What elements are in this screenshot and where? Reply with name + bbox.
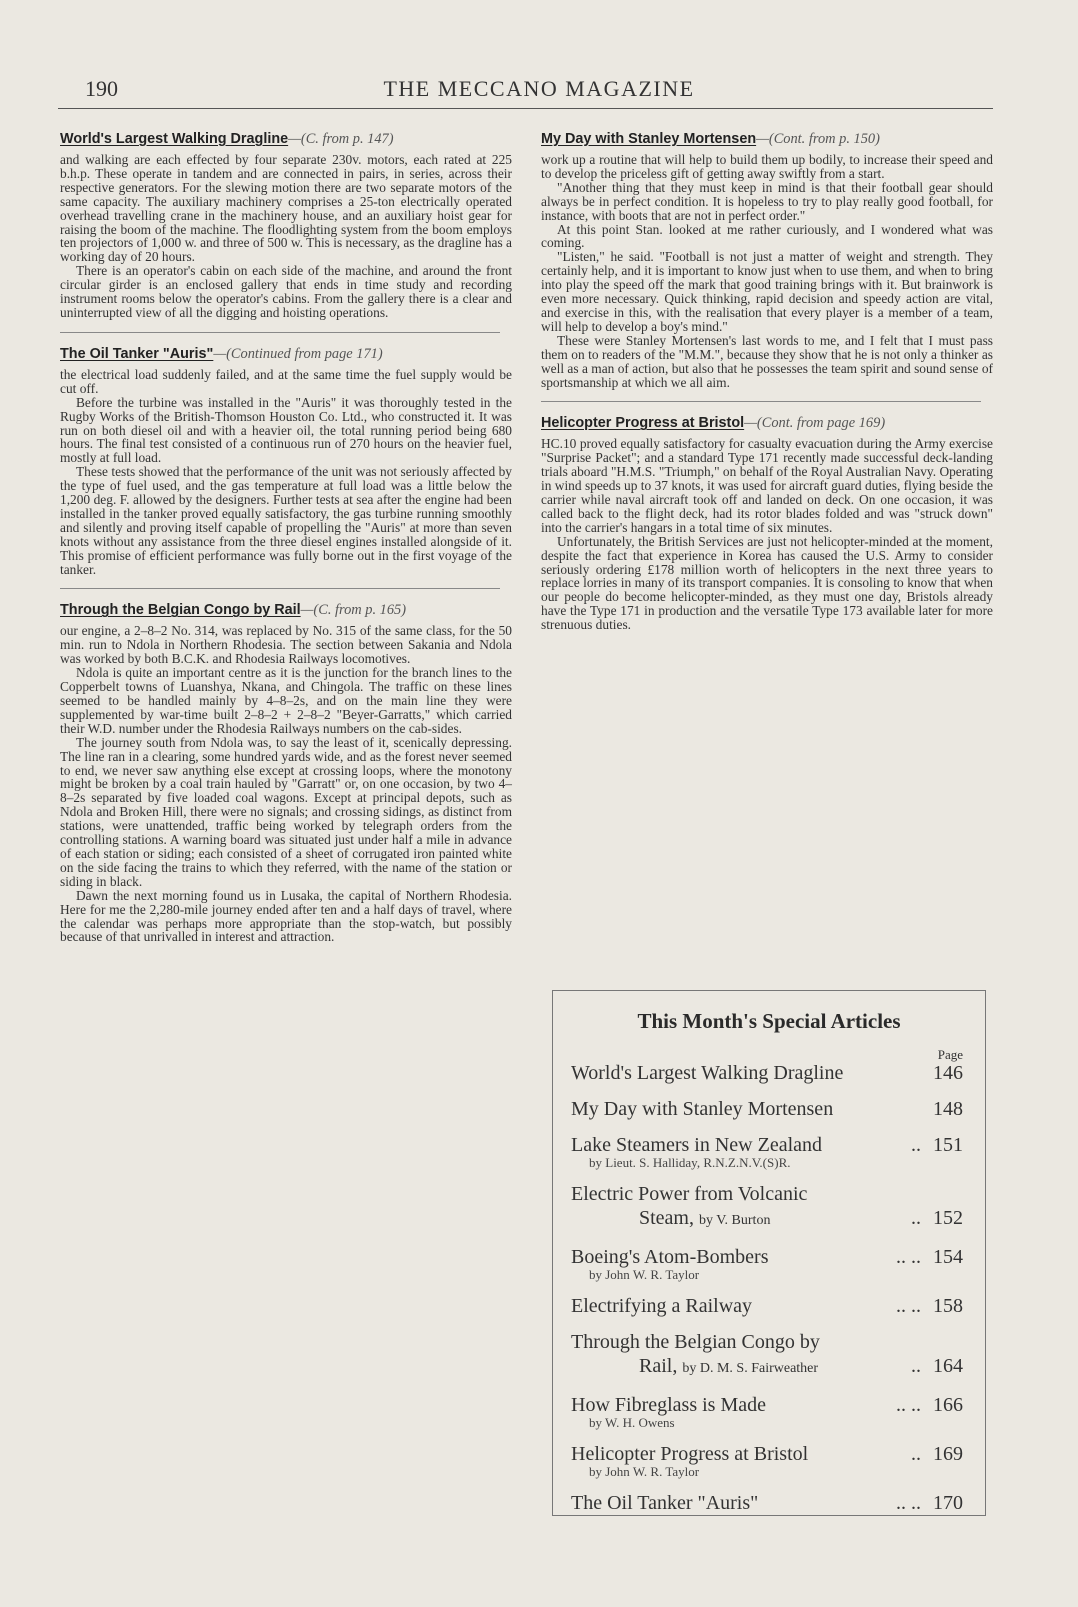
contents-item[interactable]: Electric Power from Volcanic Steam, by V. Burton .. 152 bbox=[571, 1183, 963, 1229]
contents-item[interactable]: Lake Steamers in New Zealand .. 151 by Lieut. S. Halliday, R.N.Z.N.V.(S)R. bbox=[571, 1134, 963, 1170]
article-title: World's Largest Walking Dragline bbox=[60, 131, 289, 147]
article-title: Through the Belgian Congo by Rail bbox=[60, 602, 301, 619]
contents-page: 158 bbox=[933, 1295, 963, 1317]
paragraph: Before the turbine was installed in the "Auris" it was thoroughly tested in the Rugby Works of the British-Thomson Houston Co. Ltd., who constructed it. It was run on both diesel oil and with a heavier oil, the total running period being 680 hours. The final test consisted of a continuous run of 270 hours on the heavier fuel, mostly at full load. bbox=[60, 394, 512, 466]
contents-title: Helicopter Progress at Bristol bbox=[571, 1443, 809, 1465]
contents-item[interactable]: Through the Belgian Congo by Rail, by D. M. S. Fairweather .. 164 bbox=[571, 1331, 963, 1377]
article-congo bbox=[60, 601, 512, 944]
contents-title: Through the Belgian Congo by bbox=[571, 1331, 820, 1353]
magazine-title: THE MECCANO MAGAZINE bbox=[383, 76, 695, 101]
divider bbox=[60, 332, 500, 333]
contents-title: The Oil Tanker "Auris" bbox=[571, 1492, 759, 1514]
right-column bbox=[541, 128, 993, 644]
paragraph: Ndola is quite an important centre as it is the junction for the branch lines to the Copperbelt towns of Luanshya, Nkana, and Chingola. The traffic on these lines seemed to be handled mainly by 4–8–2s, and on the main line they were supplemented by war-time built 2–8–2 + 2–8–2 "Beyer-Garratts," which carried their W.D. number under the Rhodesia Railways numbers on the cab-sides. bbox=[60, 665, 512, 736]
contents-item[interactable] bbox=[571, 1061, 963, 1085]
divider bbox=[60, 588, 500, 589]
paragraph: "Another thing that they must keep in mind is that their football gear should always be in perfect condition. It is hopeless to try to play really good football, for instance, with boots that are not in perfect order." bbox=[541, 179, 993, 223]
contents-list bbox=[571, 1061, 963, 1527]
contents-title: World's Largest Walking Dragline bbox=[571, 1062, 844, 1084]
contents-item[interactable]: Boeing's Atom-Bombers .. .. 154 by John W. R. Taylor bbox=[571, 1246, 963, 1282]
article-helicopter bbox=[541, 414, 993, 632]
contents-page: 154 bbox=[933, 1246, 963, 1268]
special-articles-box bbox=[552, 990, 986, 1516]
article-title: My Day with Stanley Mortensen bbox=[541, 131, 757, 147]
article-title: Helicopter Progress at Bristol bbox=[541, 415, 745, 432]
contents-author: by John W. R. Taylor bbox=[589, 1464, 700, 1479]
contents-page: 146 bbox=[933, 1062, 963, 1084]
paragraph: Unfortunately, the British Services are just not helicopter-minded at the moment, despite the fact that experience in Korea has caused the U.S. Army to consider seriously ordering £178 million worth of helicopters in the next three years to replace lorries in many of its transport companies. It is consoling to know that when our people do become helicopter-minded, as they must one day, Bristols already have the Type 171 in production and the versatile Type 173 available later for more strenuous duties. bbox=[541, 533, 993, 633]
page-column-label: Page bbox=[937, 1047, 963, 1062]
page-number: 190 bbox=[85, 76, 118, 101]
left-column bbox=[60, 128, 512, 956]
contents-author: by V. Burton bbox=[699, 1213, 771, 1228]
paragraph: "Listen," he said. "Football is not just a matter of weight and strength. They certainly help, and it is important to know just when to use them, and when to bring into play the speed off the mark that good training brings with it. But brainwork is even more necessary. Quick thinking, rapid decision and speedy action are vital, and exercise in this, with the realisation that every player is a member of a team, will help to develop a boy's mind." bbox=[541, 249, 993, 334]
contents-title: My Day with Stanley Mortensen bbox=[571, 1098, 834, 1120]
contents-title: Lake Steamers in New Zealand bbox=[571, 1134, 823, 1156]
contents-page: 166 bbox=[933, 1394, 963, 1416]
contents-author: by John W. R. Taylor bbox=[589, 1267, 700, 1282]
header-rule bbox=[58, 108, 993, 109]
paragraph: work up a routine that will help to build them up bodily, to increase their speed and to develop the priceless gift of getting away swiftly from a start. bbox=[541, 152, 993, 181]
paragraph: At this point Stan. looked at me rather curiously, and I wondered what was coming. bbox=[541, 221, 993, 251]
paragraph: our engine, a 2–8–2 No. 314, was replaced by No. 315 of the same class, for the 50 min. run to Ndola in Northern Rhodesia. The section between Sakania and Ndola was worked by both B.C.K. and Rhodesia Railways locomotives. bbox=[60, 623, 512, 667]
contents-author: by W. H. Owens bbox=[589, 1415, 675, 1430]
continuation-note: —(Cont. from page 169) bbox=[744, 415, 886, 432]
article-dragline bbox=[60, 130, 512, 320]
contents-page: 169 bbox=[933, 1443, 963, 1465]
continuation-note: —(C. from p. 147) bbox=[288, 131, 394, 147]
contents-page: 170 bbox=[933, 1492, 963, 1514]
continuation-note: —(C. from p. 165) bbox=[300, 602, 407, 619]
contents-title: Electric Power from Volcanic bbox=[571, 1183, 808, 1205]
paragraph: The journey south from Ndola was, to say the least of it, scenically depressing. The line ran in a clearing, some hundred yards wide, and as the forest never seemed to end, we never saw anything else except at crossing loops, where the monotony might be broken by a coal train hauled by "Garratt" or, on one occasion, by two 4–8–2s separated by five loaded coal wagons. Except at principal depots, such as Ndola and Broken Hill, there were no signals; and crossing sidings, as distinct from stations, were unattended, traffic being worked by telegraph orders from the controlling stations. A warning board was situated just under half a mile in advance of each station or siding; each consisted of a sheet of corrugated iron painted white on the side facing the trains to which they referred, with the name of the station or siding in black. bbox=[60, 734, 512, 889]
paragraph: There is an operator's cabin on each side of the machine, and around the front circular girder is an enclosed gallery that ends in time study and recording instrument rooms below the operator's cabins. From the gallery there is a clear and uninterrupted view of all the digging and hoisting operations. bbox=[60, 263, 512, 320]
contents-title: Electrifying a Railway bbox=[571, 1295, 753, 1317]
contents-title-cont: Steam, bbox=[639, 1207, 694, 1229]
contents-page: 148 bbox=[933, 1098, 963, 1120]
contents-page: 164 bbox=[933, 1355, 963, 1377]
box-title: This Month's Special Articles bbox=[637, 1009, 901, 1033]
article-title: The Oil Tanker "Auris" bbox=[60, 345, 214, 362]
contents-page: 151 bbox=[933, 1134, 963, 1156]
divider bbox=[541, 401, 981, 402]
paragraph: These were Stanley Mortensen's last words to me, and I felt that I must pass them on to readers of the "M.M.", because they show that he is not only a thinker as well as a man of action, but also that he possesses the team spirit and sound sense of sportsmanship at which we all aim. bbox=[541, 332, 993, 390]
paragraph: the electrical load suddenly failed, and at the same time the fuel supply would be cut off. bbox=[60, 366, 512, 396]
paragraph: Dawn the next morning found us in Lusaka, the capital of Northern Rhodesia. Here for me the 2,280-mile journey ended after ten and a half days of travel, where the calendar was perhaps more appropriate than the stop-watch, but possibly because of that unrivalled in interest and attraction. bbox=[60, 887, 512, 945]
paragraph: HC.10 proved equally satisfactory for casualty evacuation during the Army exercise "Surprise Packet"; and a standard Type 171 recently made successful deck-landing trials aboard "H.M.S. "Triumph," on behalf of the Royal Australian Navy. Operating in wind speeds up to 37 knots, it was used for aircraft guard duties, flying beside the carrier while naval aircraft took off and landed on deck. On one occasion, it was called back to the flight deck, had its rotor blades folded and was "struck down" into the carrier's hangars in a total time of six minutes. bbox=[541, 436, 993, 535]
contents-title-cont: Rail, bbox=[639, 1355, 678, 1377]
contents-item[interactable]: Helicopter Progress at Bristol .. 169 by John W. R. Taylor bbox=[571, 1443, 963, 1479]
contents-item[interactable]: The Oil Tanker "Auris" .. .. 170 bbox=[571, 1492, 963, 1514]
contents-author: by Lieut. S. Halliday, R.N.Z.N.V.(S)R. bbox=[589, 1155, 791, 1170]
contents-item[interactable]: How Fibreglass is Made .. .. 166 by W. H. Owens bbox=[571, 1394, 963, 1430]
article-mortensen bbox=[541, 130, 993, 389]
continuation-note: —(Continued from page 171) bbox=[213, 345, 383, 362]
contents-item[interactable]: Electrifying a Railway .. .. 158 bbox=[571, 1295, 963, 1317]
continuation-note: —(Cont. from p. 150) bbox=[756, 131, 880, 147]
paragraph: and walking are each effected by four separate 230v. motors, each rated at 225 b.h.p. These operate in tandem and are connected in pairs, in series, across their respective generators. For the slewing motion there are two separate motors of the same capacity. The auxiliary machinery comprises a 25-ton electrically operated overhead travelling crane in the machinery house, and an auxiliary hoist gear for raising the boom of the machine. The floodlighting system from the boom employs ten projectors of 1,000 w. and three of 500 w. This is necessary, as the dragline has a working day of 20 hours. bbox=[60, 152, 512, 265]
paragraph: These tests showed that the performance of the unit was not seriously affected by the type of fuel used, and the gas temperature at full load was a little below the 1,200 deg. F. allowed by the designers. Further tests at sea after the engine had been installed in the tanker proved equally satisfactory, the gas turbine running smoothly and silently and proving itself capable of propelling the "Auris" at more than seven knots without any assistance from the three diesel engines installed alongside of it. This promise of efficient performance was fully borne out in the first voyage of the tanker. bbox=[60, 464, 512, 577]
contents-page: 152 bbox=[933, 1207, 963, 1229]
contents-title: Boeing's Atom-Bombers bbox=[571, 1246, 769, 1268]
contents-author: by D. M. S. Fairweather bbox=[682, 1361, 819, 1376]
contents-item[interactable] bbox=[571, 1097, 963, 1121]
article-auris bbox=[60, 345, 512, 577]
contents-title: How Fibreglass is Made bbox=[571, 1394, 766, 1416]
